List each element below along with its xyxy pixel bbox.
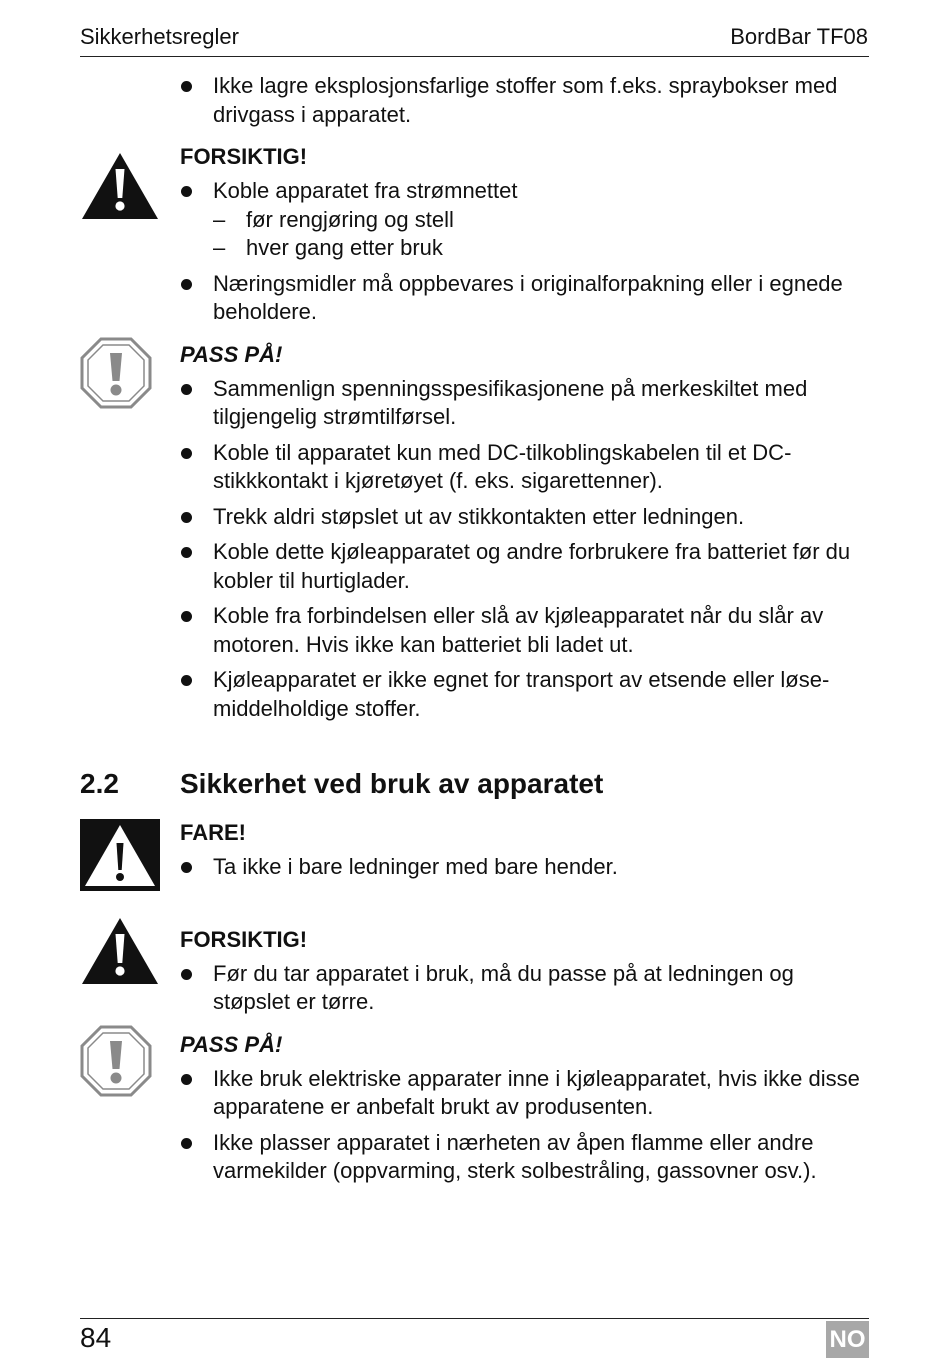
bullet-icon (181, 512, 192, 523)
section-number: 2.2 (80, 768, 119, 799)
caution-list (80, 960, 870, 1017)
list-item (80, 538, 870, 595)
list-item-text: Før du tar apparatet i bruk, må du passe på at ledningen og støpslet er tørre. (213, 960, 794, 1014)
list-item-text: Trekk aldri støpslet ut av stikkontakten etter ledningen. (213, 503, 745, 529)
header-section-title: Sikkerhetsregler (80, 24, 239, 49)
bullet-icon (181, 547, 192, 558)
list-item (80, 375, 870, 432)
bullet-icon (181, 611, 192, 622)
list-item-text: Sammenlign spenningsspesifikasjonene på merkeskiltet med tilgjengelig strømtilførsel. (213, 375, 808, 429)
list-item-text: Ikke lagre eksplosjonsfarlige stoffer som f.eks. spraybokser med drivgass i apparatet. (213, 73, 838, 127)
header-product-name: BordBar TF08 (730, 24, 868, 49)
intro-list (80, 72, 870, 129)
list-item-text: Ikke plasser apparatet i nærheten av åpen flamme eller andre varmekilder (oppvarming, sterk solbestråling, gassovner osv.). (213, 1129, 817, 1183)
list-item-text: Koble til apparatet kun med DC-tilkoblingskabelen til et DC-stikkkontakt i kjøretøyet (f. eks. sigarettenner). (213, 439, 792, 493)
bullet-icon (181, 279, 192, 290)
section-title: Sikkerhet ved bruk av apparatet (180, 768, 604, 799)
list-item-text: Koble apparatet fra strømnettet (213, 178, 518, 203)
dash-icon: – (213, 206, 226, 232)
notice-list (80, 1065, 870, 1186)
sub-item (213, 206, 870, 235)
bullet-icon (181, 969, 192, 980)
caution-label: FORSIKTIG! (180, 926, 308, 952)
bullet-icon (181, 1138, 192, 1149)
page-number: 84 (80, 1322, 112, 1353)
danger-list (80, 853, 870, 882)
danger-block (80, 819, 870, 882)
notice-list (80, 375, 870, 724)
bullet-icon (181, 384, 192, 395)
bullet-icon (181, 81, 192, 92)
caution-label: FORSIKTIG! (180, 144, 308, 169)
caution-list (80, 177, 870, 327)
danger-label: FARE! (180, 820, 246, 845)
list-item (80, 1129, 870, 1186)
bullet-icon (181, 186, 192, 197)
bullet-icon (181, 862, 192, 873)
dash-icon: – (213, 235, 226, 260)
list-item (80, 1065, 870, 1122)
notice-block (80, 341, 870, 724)
caution-block (80, 143, 870, 327)
notice-block (80, 1031, 870, 1186)
list-item-text: Ikke bruk elektriske apparater inne i kjøleapparatet, hvis ikke disse apparatene er anbefalt brukt av produsenten. (213, 1065, 860, 1119)
list-item (80, 270, 870, 327)
footer-rule (80, 1318, 869, 1319)
sub-item-text: før rengjøring og stell (246, 206, 454, 232)
sub-item (213, 234, 870, 263)
language-tab: NO (826, 1321, 869, 1358)
sub-item-text: hver gang etter bruk (246, 235, 443, 260)
list-item-text: Kjøleapparatet er ikke egnet for transport av etsende eller løse-middelholdige stoffer. (213, 667, 830, 721)
bullet-icon (181, 1074, 192, 1085)
list-item-text: Koble fra forbindelsen eller slå av kjøleapparatet når du slår av motoren. Hvis ikke kan batteriet bli ladet ut. (213, 603, 824, 657)
list-item-text: Koble dette kjøleapparatet og andre forbrukere fra batteriet før du kobler til hurtiglader. (213, 539, 851, 593)
bullet-icon (181, 448, 192, 459)
list-item (80, 853, 870, 882)
notice-label: PASS PÅ! (180, 341, 283, 367)
list-item (80, 666, 870, 723)
list-item (80, 177, 870, 263)
page-content (80, 70, 870, 1193)
list-item (80, 960, 870, 1017)
list-item-text: Ta ikke i bare ledninger med bare hender. (213, 854, 618, 879)
list-item (80, 72, 870, 129)
list-item (80, 439, 870, 496)
section-heading (80, 767, 870, 801)
notice-label: PASS PÅ! (180, 1031, 283, 1057)
caution-block (80, 926, 870, 1017)
list-item (80, 602, 870, 659)
header-rule (80, 56, 869, 57)
list-item-text: Næringsmidler må oppbevares i originalforpakning eller i egnede beholdere. (213, 270, 843, 324)
bullet-icon (181, 675, 192, 686)
list-item (80, 503, 870, 532)
